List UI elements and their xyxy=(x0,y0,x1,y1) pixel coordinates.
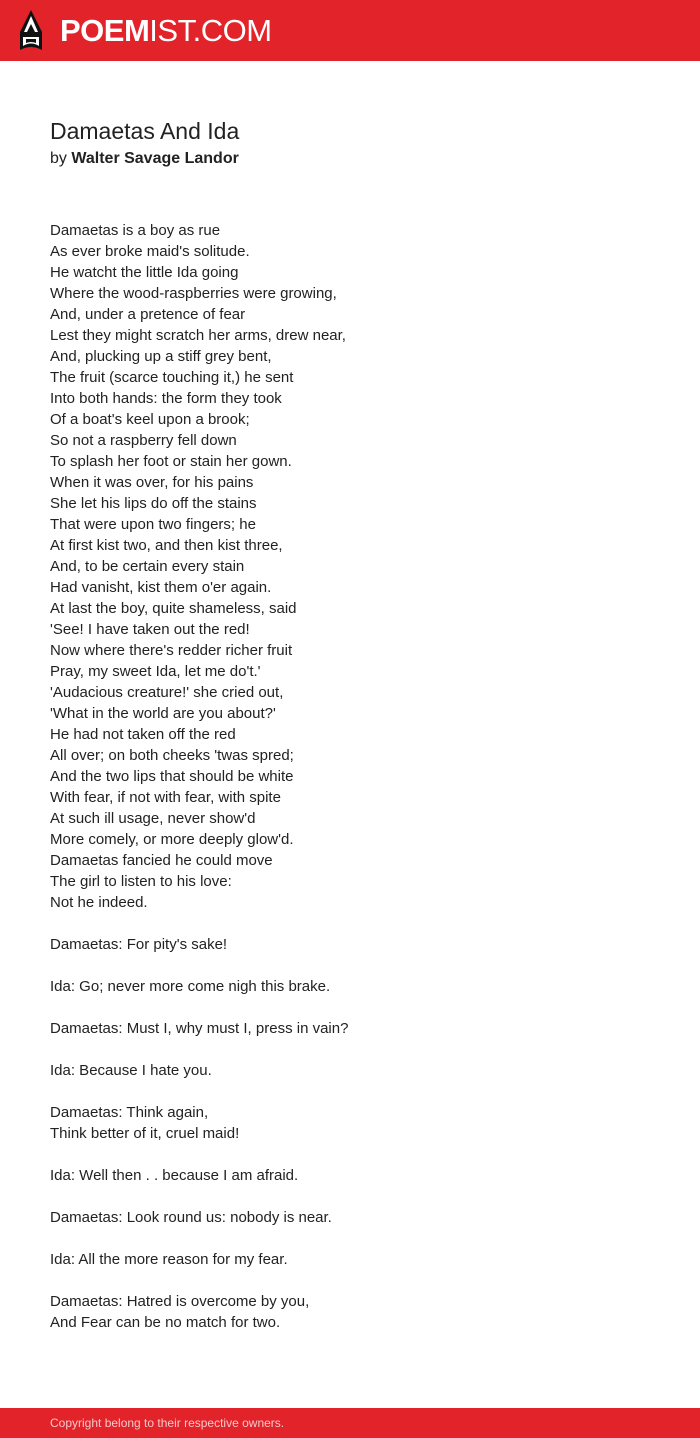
poem-line: Now where there's redder richer fruit xyxy=(50,642,293,659)
poem-line: She let his lips do off the stains xyxy=(50,495,257,512)
logo-wordmark xyxy=(60,10,272,52)
stanza-gap xyxy=(50,1228,650,1249)
poem-line: At such ill usage, never show'd xyxy=(50,810,256,827)
stanza-gap xyxy=(50,997,650,1018)
poem-line: All over; on both cheeks 'twas spred; xyxy=(50,747,294,764)
poem-line: More comely, or more deeply glow'd. xyxy=(50,831,294,848)
poem-line: And Fear can be no match for two. xyxy=(50,1314,281,1331)
stanza-gap xyxy=(50,1039,650,1060)
poem-line: At first kist two, and then kist three, xyxy=(50,537,283,554)
stanza-gap xyxy=(50,1186,650,1207)
poem-line: At last the boy, quite shameless, said xyxy=(50,600,297,617)
logo-light-text: IST.COM xyxy=(149,13,272,48)
poem-line: Ida: Well then . . because I am afraid. xyxy=(50,1167,299,1184)
copyright-text: Copyright belong to their respective owners. xyxy=(50,1416,285,1430)
poem-line: Damaetas: Hatred is overcome by you, xyxy=(50,1293,310,1310)
poem-line: Into both hands: the form they took xyxy=(50,390,282,407)
byline xyxy=(50,148,650,170)
poem-line: 'Audacious creature!' she cried out, xyxy=(50,684,284,701)
stanza-gap xyxy=(50,955,650,976)
logo-bold-text: POEM xyxy=(60,13,150,48)
site-logo[interactable] xyxy=(18,10,272,52)
poem-line: Damaetas: Think again, xyxy=(50,1104,209,1121)
poem-line: Of a boat's keel upon a brook; xyxy=(50,411,250,428)
poem-line: Lest they might scratch her arms, drew near, xyxy=(50,327,346,344)
poem-line: With fear, if not with fear, with spite xyxy=(50,789,281,806)
poem-body xyxy=(50,220,650,1333)
poem-line: Damaetas fancied he could move xyxy=(50,852,273,869)
site-footer xyxy=(0,1408,700,1438)
poem-line: To splash her foot or stain her gown. xyxy=(50,453,292,470)
poem-line: When it was over, for his pains xyxy=(50,474,254,491)
poem-title: Damaetas And Ida xyxy=(50,118,240,144)
by-label: by xyxy=(50,150,67,167)
poem-line: Damaetas: Look round us: nobody is near. xyxy=(50,1209,332,1226)
poem-line: As ever broke maid's solitude. xyxy=(50,243,250,260)
poem-line: Pray, my sweet Ida, let me do't.' xyxy=(50,663,261,680)
poem-line: 'See! I have taken out the red! xyxy=(50,621,250,638)
site-header xyxy=(0,0,700,61)
poem-line: He watcht the little Ida going xyxy=(50,264,239,281)
poem-line: And, to be certain every stain xyxy=(50,558,245,575)
poem-line: The girl to listen to his love: xyxy=(50,873,232,890)
poem-line: And the two lips that should be white xyxy=(50,768,294,785)
poem-line: So not a raspberry fell down xyxy=(50,432,237,449)
poem-line: And, under a pretence of fear xyxy=(50,306,246,323)
poem-line: Ida: All the more reason for my fear. xyxy=(50,1251,288,1268)
poem-line: That were upon two fingers; he xyxy=(50,516,256,533)
poem-line: And, plucking up a stiff grey bent, xyxy=(50,348,272,365)
author-name: Walter Savage Landor xyxy=(71,150,239,167)
poem-line: Had vanisht, kist them o'er again. xyxy=(50,579,272,596)
pen-nib-icon xyxy=(18,10,44,52)
poem-line: 'What in the world are you about?' xyxy=(50,705,276,722)
poem-container xyxy=(50,116,650,1333)
poem-line: Ida: Go; never more come nigh this brake. xyxy=(50,978,331,995)
poem-line: Not he indeed. xyxy=(50,894,148,911)
stanza-gap xyxy=(50,1270,650,1291)
stanza-gap xyxy=(50,1081,650,1102)
poem-line: Damaetas is a boy as rue xyxy=(50,222,221,239)
poem-line: The fruit (scarce touching it,) he sent xyxy=(50,369,294,386)
poem-line: Damaetas: Must I, why must I, press in vain? xyxy=(50,1020,349,1037)
poem-line: Think better of it, cruel maid! xyxy=(50,1125,240,1142)
poem-line: He had not taken off the red xyxy=(50,726,236,743)
poem-line: Damaetas: For pity's sake! xyxy=(50,936,228,953)
stanza-gap xyxy=(50,913,650,934)
poem-line: Where the wood-raspberries were growing, xyxy=(50,285,337,302)
poem-line: Ida: Because I hate you. xyxy=(50,1062,212,1079)
stanza-gap xyxy=(50,1144,650,1165)
